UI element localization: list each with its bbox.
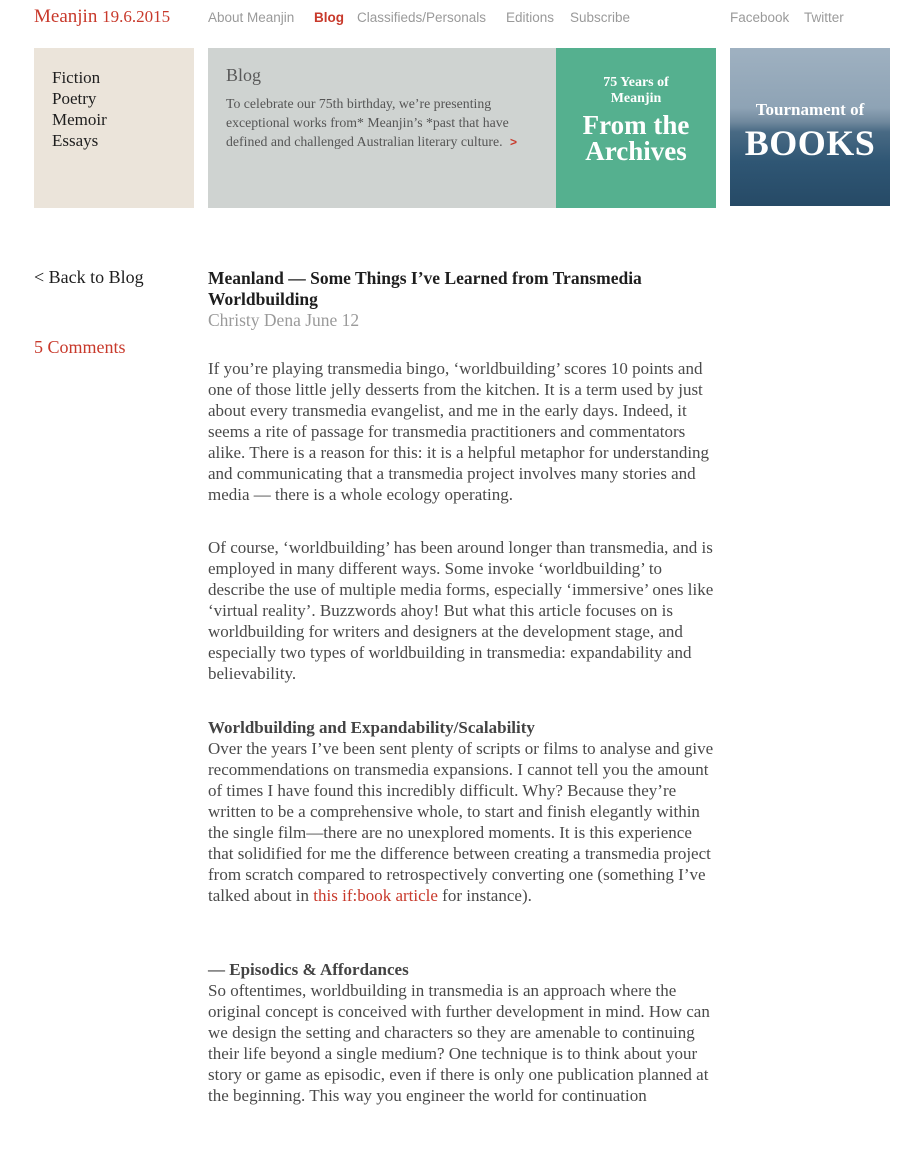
archives-line3: From the — [582, 110, 690, 140]
comments-link[interactable]: 5 Comments — [34, 337, 126, 357]
article-paragraph-2 — [208, 537, 720, 684]
blog-panel-description — [226, 94, 538, 152]
section-heading: — Episodics & Affordances — [208, 960, 409, 979]
archives-banner[interactable] — [556, 48, 716, 208]
archives-line1: 75 Years of — [603, 75, 669, 90]
paragraph-text: Of course, ‘worldbuilding’ has been around longer than transmedia, and is employed in many different ways. Some invoke ‘worldbuilding’ to describe the use of multiple media forms, especially ‘immersive’ ones like ‘virtual reality’. Buzzwords ahoy! But what this article focuses on is worldbuilding for writers and designers at the development stage, and especially two types of worldbuilding in transmedia: expandability and believability. — [208, 538, 714, 683]
paragraph-text — [208, 738, 720, 906]
blog-panel-text: To celebrate our 75th birthday, we’re presenting exceptional works from* Meanjin’s *past that have defined and challenged Australian literary culture. — [226, 96, 509, 149]
paragraph-text-before: Over the years I’ve been sent plenty of scripts or films to analyse and give recommendations on transmedia expansions. I cannot tell you the amount of times I have found this incredibly difficult. Why? Because they’re written to be a comprehensive whole, to start and finish elegantly within the single film—there are no unexplored moments. It is this experience that solidified for me the difference between creating a transmedia project from scratch compared to retrospectively converting one (something I’ve talked about in — [208, 739, 714, 905]
paragraph-text-after: for instance). — [437, 886, 532, 905]
nav-facebook[interactable]: Facebook — [730, 10, 790, 25]
tournament-of-books-banner[interactable] — [730, 48, 890, 206]
article-author[interactable]: Christy Dena — [208, 310, 301, 330]
article-paragraph-1 — [208, 358, 720, 505]
genre-essays[interactable]: Essays — [52, 131, 99, 150]
nav-twitter[interactable]: Twitter — [804, 10, 844, 25]
site-name: Meanjin — [34, 6, 98, 27]
blog-more-arrow-icon[interactable]: > — [510, 135, 518, 149]
archives-line4: Archives — [585, 136, 687, 166]
article-date: June 12 — [305, 310, 360, 330]
site-logo[interactable] — [34, 6, 170, 28]
ifbook-article-link[interactable]: this if:book article — [313, 886, 438, 905]
section-heading: Worldbuilding and Expandability/Scalability — [208, 718, 535, 737]
site-date: 19.6.2015 — [102, 7, 171, 26]
nav-blog[interactable]: Blog — [314, 10, 344, 25]
blog-panel-title: Blog — [226, 65, 262, 85]
archives-line2: Meanjin — [610, 91, 662, 106]
back-to-blog-link[interactable]: < Back to Blog — [34, 267, 144, 287]
genre-poetry[interactable]: Poetry — [52, 89, 97, 108]
nav-classifieds[interactable]: Classifieds/Personals — [357, 10, 487, 25]
blog-info-panel — [208, 48, 556, 208]
tournament-line2: BOOKS — [744, 123, 876, 163]
genre-memoir[interactable]: Memoir — [52, 110, 107, 129]
paragraph-text: So oftentimes, worldbuilding in transmedia is an approach where the original concept is conceived with further development in mind. How can we design the setting and characters so they are amenable to continuing their life beyond a single medium? One technique is to think about your story or game as episodic, even if there is only one publication planned at the beginning. This way you engineer the world for continuation — [208, 981, 710, 1105]
paragraph-text: If you’re playing transmedia bingo, ‘worldbuilding’ scores 10 points and one of those little jelly desserts from the kitchen. It is a term used by just about every transmedia evangelist, and me in the early days. Indeed, it seems a rite of passage for transmedia practitioners and commentators alike. There is a reason for this: it is a helpful metaphor for understanding and communicating that a transmedia project involves many stories and media — there is a whole ecology operating. — [208, 359, 710, 504]
article-section-expandability — [208, 717, 720, 906]
genre-fiction[interactable]: Fiction — [52, 68, 101, 87]
article-title: Meanland — Some Things I’ve Learned from Transmedia Worldbuilding — [208, 268, 642, 309]
article-byline — [208, 310, 359, 331]
article-section-episodics — [208, 959, 720, 1106]
nav-subscribe[interactable]: Subscribe — [570, 10, 631, 25]
nav-about[interactable]: About Meanjin — [208, 10, 295, 25]
nav-editions[interactable]: Editions — [506, 10, 555, 25]
genres-panel — [34, 48, 194, 208]
tournament-line1: Tournament of — [755, 100, 865, 119]
